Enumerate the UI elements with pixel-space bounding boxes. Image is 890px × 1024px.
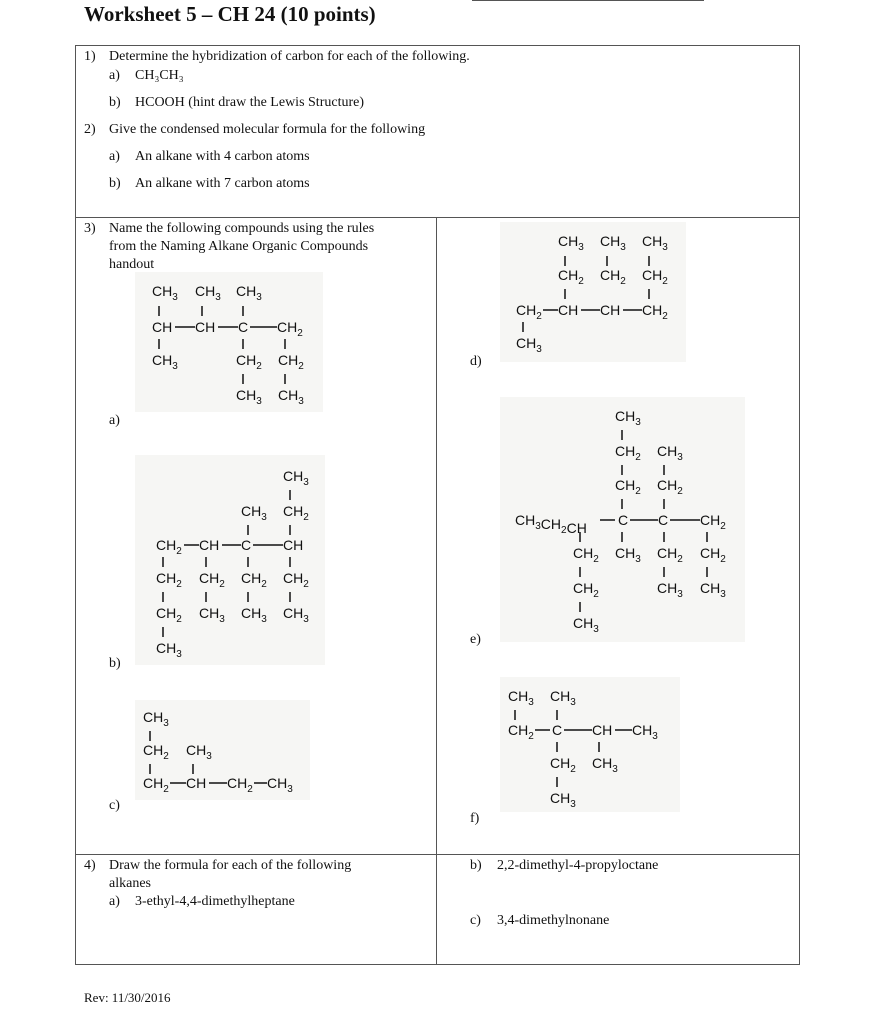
svg-text:CH3: $CH_3$ [600,233,626,253]
svg-text:CH2: $CH_2$ [241,570,267,590]
svg-text:CH3: $CH_3$ [195,283,221,303]
svg-text:CH3: $CH_3$ [558,233,584,253]
svg-text:CH3CH2CH: $CH_3CH_2CH$ [515,512,587,536]
q2b-label: b) [109,176,121,191]
q3-number: 3) [84,221,96,236]
svg-text:CH2: $CH_2$ [508,722,534,742]
q2b-text: An alkane with 7 carbon atoms [135,176,310,191]
q2-number: 2) [84,122,96,137]
q3c-label: c) [109,798,120,813]
svg-text:CH2: $CH_2$ [199,570,225,590]
svg-text:CH2: $CH_2$ [227,775,253,795]
svg-text:CH: CH [186,775,207,791]
svg-text:CH: CH [195,319,216,335]
svg-text:CH3: $CH_3$ [186,742,212,762]
svg-text:CH3: $CH_3$ [241,605,267,625]
q1-text: Determine the hybridization of carbon for each of the following. [109,49,470,64]
svg-text:CH: CH [152,319,173,335]
svg-text:CH2: $CH_2$ [143,742,169,762]
q1b-label: b) [109,95,121,110]
svg-text:CH3: $CH_3$ [615,545,641,565]
svg-text:CH2: $CH_2$ [642,302,668,322]
q3f-label: f) [470,811,480,826]
svg-text:CH2: $CH_2$ [657,545,683,565]
svg-text:CH3: $CH_3$ [283,468,309,488]
q4-number: 4) [84,858,96,873]
svg-text:CH2: $CH_2$ [657,477,683,497]
q3e-label: e) [470,632,481,647]
molecule-b [135,455,325,665]
svg-text:CH3: $CH_3$ [615,408,641,428]
svg-text:CH2: $CH_2$ [615,477,641,497]
svg-text:CH: CH [558,302,579,318]
molecule-c [135,700,310,800]
svg-text:CH2: $CH_2$ [156,537,182,557]
svg-text:CH3: $CH_3$ [550,790,576,810]
svg-text:CH3: $CH_3$ [592,755,618,775]
svg-text:CH2: $CH_2$ [642,267,668,287]
svg-text:CH3: $CH_3$ [278,387,304,407]
q4c-text: 3,4-dimethylnonane [497,913,610,928]
q3-line2: from the Naming Alkane Organic Compounds [109,239,369,254]
svg-text:C: C [241,537,252,553]
svg-text:CH2: $CH_2$ [156,605,182,625]
svg-text:CH3: $CH_3$ [236,283,262,303]
svg-text:CH: CH [283,537,304,553]
svg-text:CH2: $CH_2$ [600,267,626,287]
q4-line1: Draw the formula for each of the following [109,858,352,873]
q4b-label: b) [470,858,482,873]
svg-text:CH3: $CH_3$ [657,443,683,463]
svg-text:CH3: $CH_3$ [152,283,178,303]
svg-text:CH3: $CH_3$ [152,352,178,372]
q2a-label: a) [109,149,120,164]
q2-text: Give the condensed molecular formula for the following [109,122,426,137]
svg-text:CH2: $CH_2$ [283,503,309,523]
q1a-text: CH₃CH₃ [135,68,184,83]
svg-text:CH3: $CH_3$ [632,722,658,742]
svg-text:CH2: $CH_2$ [156,570,182,590]
svg-text:CH3: $CH_3$ [241,503,267,523]
svg-text:CH3: $CH_3$ [508,688,534,708]
q4c-label: c) [470,913,481,928]
svg-text:CH3: $CH_3$ [642,233,668,253]
svg-text:C: C [658,512,669,528]
q4-line2: alkanes [109,876,151,891]
svg-text:CH3: $CH_3$ [267,775,293,795]
svg-text:CH2: $CH_2$ [236,352,262,372]
molecule-e [500,397,745,642]
q3a-label: a) [109,413,120,428]
svg-text:CH3: $CH_3$ [156,640,182,660]
molecule-d [500,222,686,362]
revision-date: Rev: 11/30/2016 [84,990,171,1005]
svg-text:CH2: $CH_2$ [516,302,542,322]
svg-text:CH3: $CH_3$ [700,580,726,600]
q4a-text: 3-ethyl-4,4-dimethylheptane [135,894,295,909]
q3b-label: b) [109,656,121,671]
svg-text:CH2: $CH_2$ [550,755,576,775]
molecule-f [500,677,680,812]
svg-text:CH3: $CH_3$ [516,335,542,355]
svg-text:CH2: $CH_2$ [143,775,169,795]
q3d-label: d) [470,354,482,369]
svg-text:CH2: $CH_2$ [558,267,584,287]
q4b-text: 2,2-dimethyl-4-propyloctane [497,858,659,873]
svg-text:CH2: $CH_2$ [700,512,726,532]
svg-text:CH: CH [600,302,621,318]
svg-text:CH: CH [592,722,613,738]
svg-text:C: C [552,722,563,738]
svg-text:CH3: $CH_3$ [657,580,683,600]
svg-text:CH2: $CH_2$ [277,319,303,339]
svg-text:CH3: $CH_3$ [199,605,225,625]
svg-text:CH2: $CH_2$ [283,570,309,590]
svg-text:CH2: $CH_2$ [573,545,599,565]
svg-text:C: C [238,319,249,335]
molecule-a [135,272,323,412]
svg-text:CH3: $CH_3$ [236,387,262,407]
svg-text:CH3: $CH_3$ [573,615,599,635]
q3-line3: handout [109,257,155,272]
svg-text:CH2: $CH_2$ [615,443,641,463]
svg-text:C: C [618,512,629,528]
svg-text:CH3: $CH_3$ [550,688,576,708]
q2a-text: An alkane with 4 carbon atoms [135,149,310,164]
svg-text:CH2: $CH_2$ [700,545,726,565]
q1-number: 1) [84,49,96,64]
svg-text:CH3: $CH_3$ [143,709,169,729]
q1b-text: HCOOH (hint draw the Lewis Structure) [135,95,365,110]
svg-text:CH3: $CH_3$ [283,605,309,625]
svg-text:CH2: $CH_2$ [573,580,599,600]
q4a-label: a) [109,894,120,909]
name-line [472,0,704,1]
svg-text:CH: CH [199,537,220,553]
svg-text:CH2: $CH_2$ [278,352,304,372]
page-title: Worksheet 5 – CH 24 (10 points) [84,2,376,26]
question-3-divider [436,217,437,964]
q1a-label: a) [109,68,120,83]
q3-line1: Name the following compounds using the rules [109,221,375,236]
